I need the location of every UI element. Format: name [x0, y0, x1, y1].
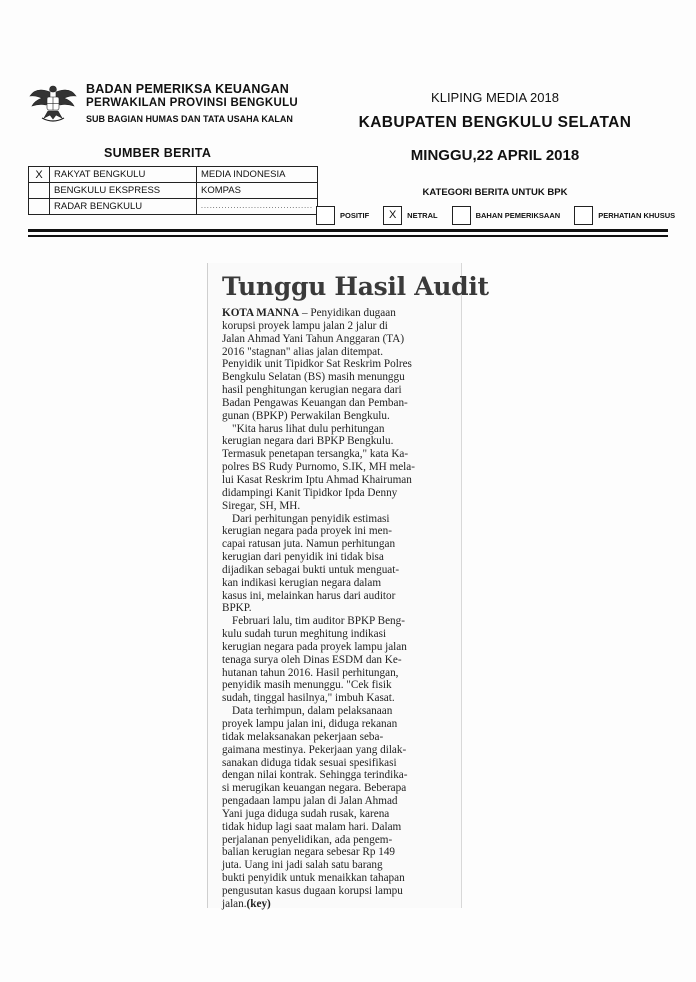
- sumber-table: [28, 166, 318, 215]
- kategori-label: POSITIF: [340, 211, 370, 220]
- kategori-item: [316, 206, 369, 225]
- sumber-right: MEDIA INDONESIA: [197, 167, 318, 183]
- org-branch: PERWAKILAN PROVINSI BENGKULU: [86, 97, 299, 109]
- article-line: dijadikan sebagai bukti untuk menguat-: [222, 563, 400, 576]
- article-line: 2016 "stagnan" alias jalan ditempat.: [222, 345, 384, 358]
- article-line: Siregar, SH, MH.: [222, 499, 301, 512]
- org-name: BADAN PEMERIKSA KEUANGAN: [86, 82, 289, 96]
- article-line: kerugian negara pada proyek lampu jalan: [222, 640, 407, 653]
- org-division: SUB BAGIAN HUMAS DAN TATA USAHA KALAN: [86, 114, 293, 124]
- article-line: Badan Pengawas Keuangan dan Pemban-: [222, 396, 408, 409]
- garuda-emblem-icon: [28, 80, 78, 122]
- article-line: juta. Uang ini jadi salah satu barang: [222, 859, 383, 872]
- article-line: sanakan diduga tidak sesuai spesifikasi: [222, 756, 397, 769]
- article-line: kerugian negara dari BPKP Bengkulu.: [222, 435, 394, 448]
- sumber-mark: [29, 183, 50, 199]
- kabupaten-title: KABUPATEN BENGKULU SELATAN: [358, 114, 632, 131]
- article-line: pengadaan lampu jalan di Jalan Ahmad: [222, 795, 398, 808]
- article-line: sudah, tinggal hasilnya," imbuh Kasat.: [222, 692, 395, 705]
- article-line: kerugian dari penyidik ini tidak bisa: [222, 551, 384, 564]
- article-line: penyidik masih menunggu. "Cek fisik: [222, 679, 392, 692]
- article-line: tidak hidup lagi saat malam hari. Dalam: [222, 820, 402, 833]
- article-line: korupsi proyek lampu jalan 2 jalur di: [222, 319, 388, 332]
- article-line: gaimana mestinya. Pekerjaan yang dilak-: [222, 743, 407, 756]
- article-line: Jalan Ahmad Yani Tahun Anggaran (TA): [222, 332, 405, 345]
- article-headline: Tunggu Hasil Audit: [222, 272, 489, 301]
- article-line: hasil penghitungan kerugian negara dari: [222, 384, 402, 397]
- sumber-mark: [29, 199, 50, 215]
- article-line: bukti penyidik untuk menaikkan tahapan: [222, 872, 405, 885]
- kategori-item: [452, 206, 561, 225]
- kategori-label: PERHATIAN KHUSUS: [598, 211, 676, 220]
- article-line: proyek lampu jalan ini, diduga rekanan: [222, 718, 398, 730]
- article-line: "Kita harus lihat dulu perhitungan: [232, 422, 385, 435]
- header-divider: [28, 229, 668, 232]
- kategori-options: [316, 206, 689, 225]
- table-row: [29, 167, 318, 183]
- sumber-right: KOMPAS: [197, 183, 318, 199]
- article-body: [222, 307, 454, 911]
- article-line: Yani juga diduga sudah rusak, karena: [222, 807, 390, 820]
- kategori-label: BAHAN PEMERIKSAAN: [475, 211, 561, 220]
- article-line: Bengkulu Selatan (BS) masih menunggu: [222, 371, 405, 384]
- kategori-checkbox: [574, 206, 593, 225]
- article-line: pengusutan kasus dugaan korupsi lampu: [222, 884, 403, 897]
- article-signoff: (key): [246, 897, 271, 910]
- article-line: hutanan tahun 2016. Hasil perhitungan,: [222, 666, 399, 679]
- article-line: KOTA MANNA – Penyidikan dugaan: [222, 307, 396, 319]
- article-line: BPKP.: [222, 602, 252, 615]
- table-row: [29, 199, 318, 215]
- sumber-right: ......................................: [197, 199, 318, 215]
- table-row: [29, 183, 318, 199]
- article-line: kerugian negara pada proyek ini men-: [222, 525, 392, 538]
- article-line: kulu sudah turun meghitung indikasi: [222, 628, 387, 641]
- article-line: Termasuk penetapan tersangka," kata Ka-: [222, 448, 409, 461]
- article-line: tenaga surya oleh Dinas ESDM dan Ke-: [222, 653, 402, 666]
- article-line: balian kerugian negara sebesar Rp 149: [222, 846, 396, 859]
- article-line: dengan nilai kontrak. Sehingga terindika-: [222, 769, 408, 782]
- article-line: Data terhimpun, dalam pelaksanaan: [232, 705, 393, 718]
- article-line: jalan.(key): [222, 897, 271, 910]
- article-line: kasus ini, melainkan harus dari auditor: [222, 589, 396, 602]
- sumber-left: BENGKULU EKSPRESS: [50, 183, 197, 199]
- article-line: capai ratusan juta. Namun perhitungan: [222, 538, 396, 551]
- kategori-checkbox: X: [383, 206, 402, 225]
- article-line: Februari lalu, tim auditor BPKP Beng-: [232, 615, 405, 628]
- article-line: Penyidik unit Tipidkor Sat Reskrim Polres: [222, 358, 412, 371]
- sumber-mark: X: [29, 167, 50, 183]
- sumber-left: RAKYAT BENGKULU: [50, 167, 197, 183]
- article-line: Dari perhitungan penyidik estimasi: [232, 512, 390, 525]
- article-dateline: KOTA MANNA: [222, 307, 300, 319]
- kategori-checkbox: [452, 206, 471, 225]
- article-line: gunan (BPKP) Perwakilan Bengkulu.: [222, 409, 390, 422]
- kategori-item: [383, 206, 437, 225]
- organization-header: [86, 82, 298, 126]
- sumber-left: RADAR BENGKULU: [50, 199, 197, 215]
- article-line: lui Kasat Reskrim Iptu Ahmad Khairuman: [222, 473, 412, 486]
- article-line: polres BS Rudy Purnomo, S.IK, MH mela-: [222, 461, 415, 474]
- kliping-title: KLIPING MEDIA 2018: [431, 90, 559, 105]
- article-line: didampingi Kanit Tipidkor Ipda Denny: [222, 486, 398, 499]
- kategori-checkbox: [316, 206, 335, 225]
- header-divider-thin: [28, 235, 668, 237]
- article-line: perjalanan penyelidikan, ada pengem-: [222, 833, 393, 846]
- sumber-title: SUMBER BERITA: [104, 146, 212, 160]
- kategori-label: NETRAL: [407, 211, 438, 220]
- article-line: si merugikan keuangan negara. Beberapa: [222, 782, 407, 795]
- article-line: tidak melaksanakan pekerjaan seba-: [222, 730, 384, 743]
- date-title: MINGGU,22 APRIL 2018: [410, 147, 580, 164]
- article-line: kan indikasi kerugian negara dalam: [222, 576, 382, 589]
- kategori-item: [574, 206, 675, 225]
- kategori-title: KATEGORI BERITA UNTUK BPK: [422, 187, 568, 198]
